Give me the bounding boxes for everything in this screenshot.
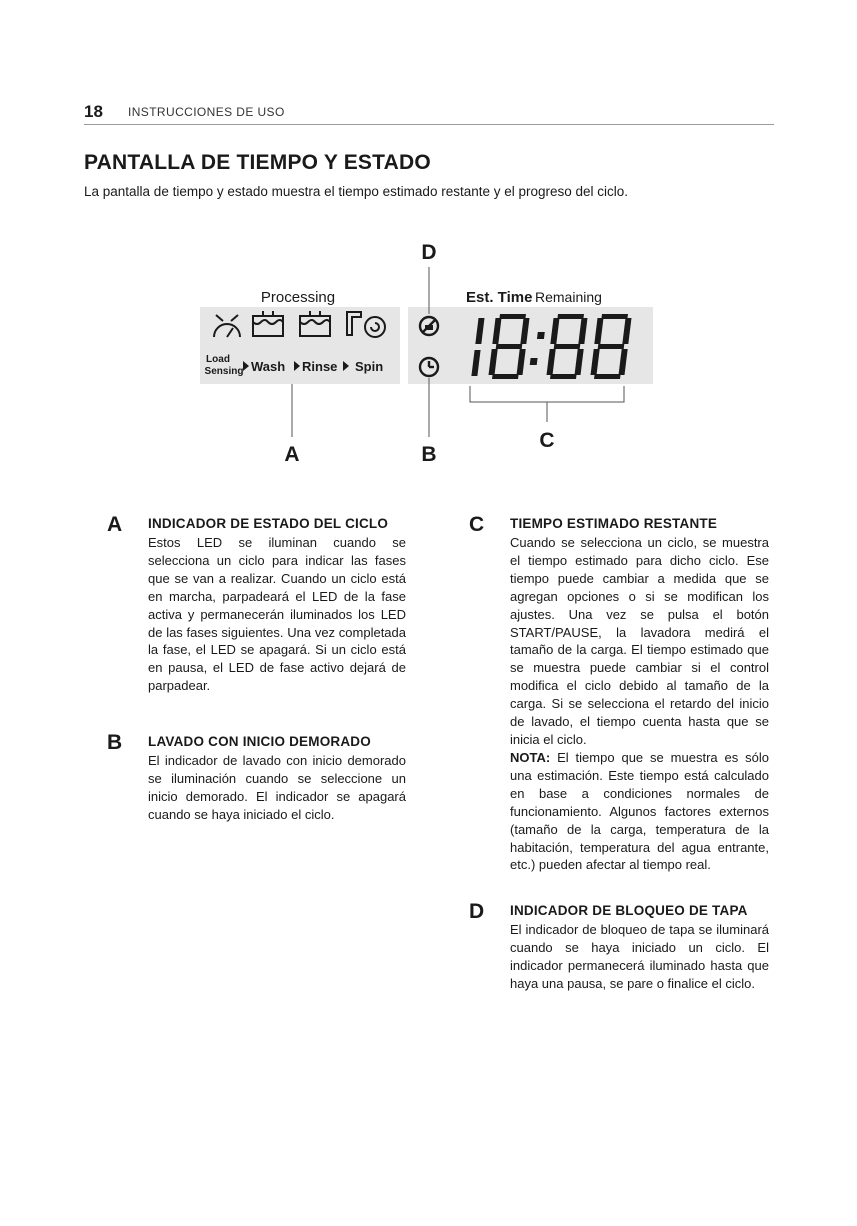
- load-label: Load: [206, 354, 230, 365]
- item-c-heading: TIEMPO ESTIMADO RESTANTE: [510, 516, 718, 531]
- item-b-letter: B: [107, 731, 123, 754]
- item-c-note: [510, 749, 769, 874]
- callout-a: A: [284, 443, 300, 466]
- callout-b: B: [421, 443, 437, 466]
- remaining-label: Remaining: [535, 289, 602, 305]
- item-d-heading: INDICADOR DE BLOQUEO DE TAPA: [510, 903, 748, 918]
- item-a-letter: A: [107, 513, 123, 536]
- item-d-letter: D: [469, 900, 485, 923]
- item-b-body: El indicador de lavado con inicio demorado se iluminación cuando se seleccione un inicio demorado. El indicador se apagará cuando se haya iniciado el ciclo.: [148, 753, 406, 822]
- callout-c: C: [539, 429, 555, 452]
- processing-label: Processing: [260, 289, 336, 306]
- callout-bracket-c: [470, 386, 624, 422]
- item-c-body: Cuando se selecciona un ciclo, se muestra el tiempo estimado para dicho ciclo. Ese tiempo puede cambiar a medida que se agregan opciones o si se modifican los ajustes. Una vez se pulsa el botón START/PAUSE, la lavadora medirá el tamaño de la carga. El tiempo estimado que se muestra puede cambiar si el control modifica el ciclo debido al tamaño de la carga. Si se selecciona el retardo del inicio de lavado, el tiempo cuenta hasta que se inicia el ciclo.: [510, 535, 769, 747]
- intro-text: La pantalla de tiempo y estado muestra el tiempo estimado restante y el progreso del ciclo.: [84, 184, 629, 199]
- page-number: 18: [84, 102, 103, 121]
- item-c-letter: C: [469, 513, 485, 536]
- note-label: NOTA:: [510, 750, 551, 765]
- item-d-body: El indicador de bloqueo de tapa se iluminará cuando se haya iniciado un ciclo. El indicador permanecerá iluminado hasta que haya una pausa, se pare o finalice el ciclo.: [510, 922, 769, 991]
- rinse-label: Rinse: [302, 359, 338, 374]
- item-b-heading: LAVADO CON INICIO DEMORADO: [148, 734, 371, 749]
- item-a-body: Estos LED se iluminan cuando se selecciona un ciclo para indicar las fases que se van a realizar. Cuando un ciclo está en marcha, parpadeará el LED de la fase activa y permanecerán iluminados los LED de las fases siguientes. Una vez completada la fase, el LED se apagará. Si un ciclo está en pausa, el LED de fase activo dejará de parpadear.: [148, 535, 406, 694]
- item-a-heading: INDICADOR DE ESTADO DEL CICLO: [148, 516, 389, 531]
- sensing-label: Sensing: [204, 366, 244, 377]
- est-time-label: Est. Time: [466, 289, 533, 306]
- wash-label: Wash: [251, 359, 286, 374]
- callout-d: D: [421, 241, 437, 264]
- note-text: El tiempo que se muestra es sólo una estimación. Este tiempo está calculado en base a condiciones normales de funcionamiento. Algunos factores externos (tamaño de la carga, temperatura de la habitación, temperatura del agua entrante, etc.) pueden afectar al tiempo real.: [510, 750, 769, 873]
- page-title: PANTALLA DE TIEMPO Y ESTADO: [84, 151, 431, 174]
- display-diagram: [0, 0, 857, 480]
- spin-label: Spin: [355, 359, 384, 374]
- section-name: INSTRUCCIONES DE USO: [128, 105, 285, 119]
